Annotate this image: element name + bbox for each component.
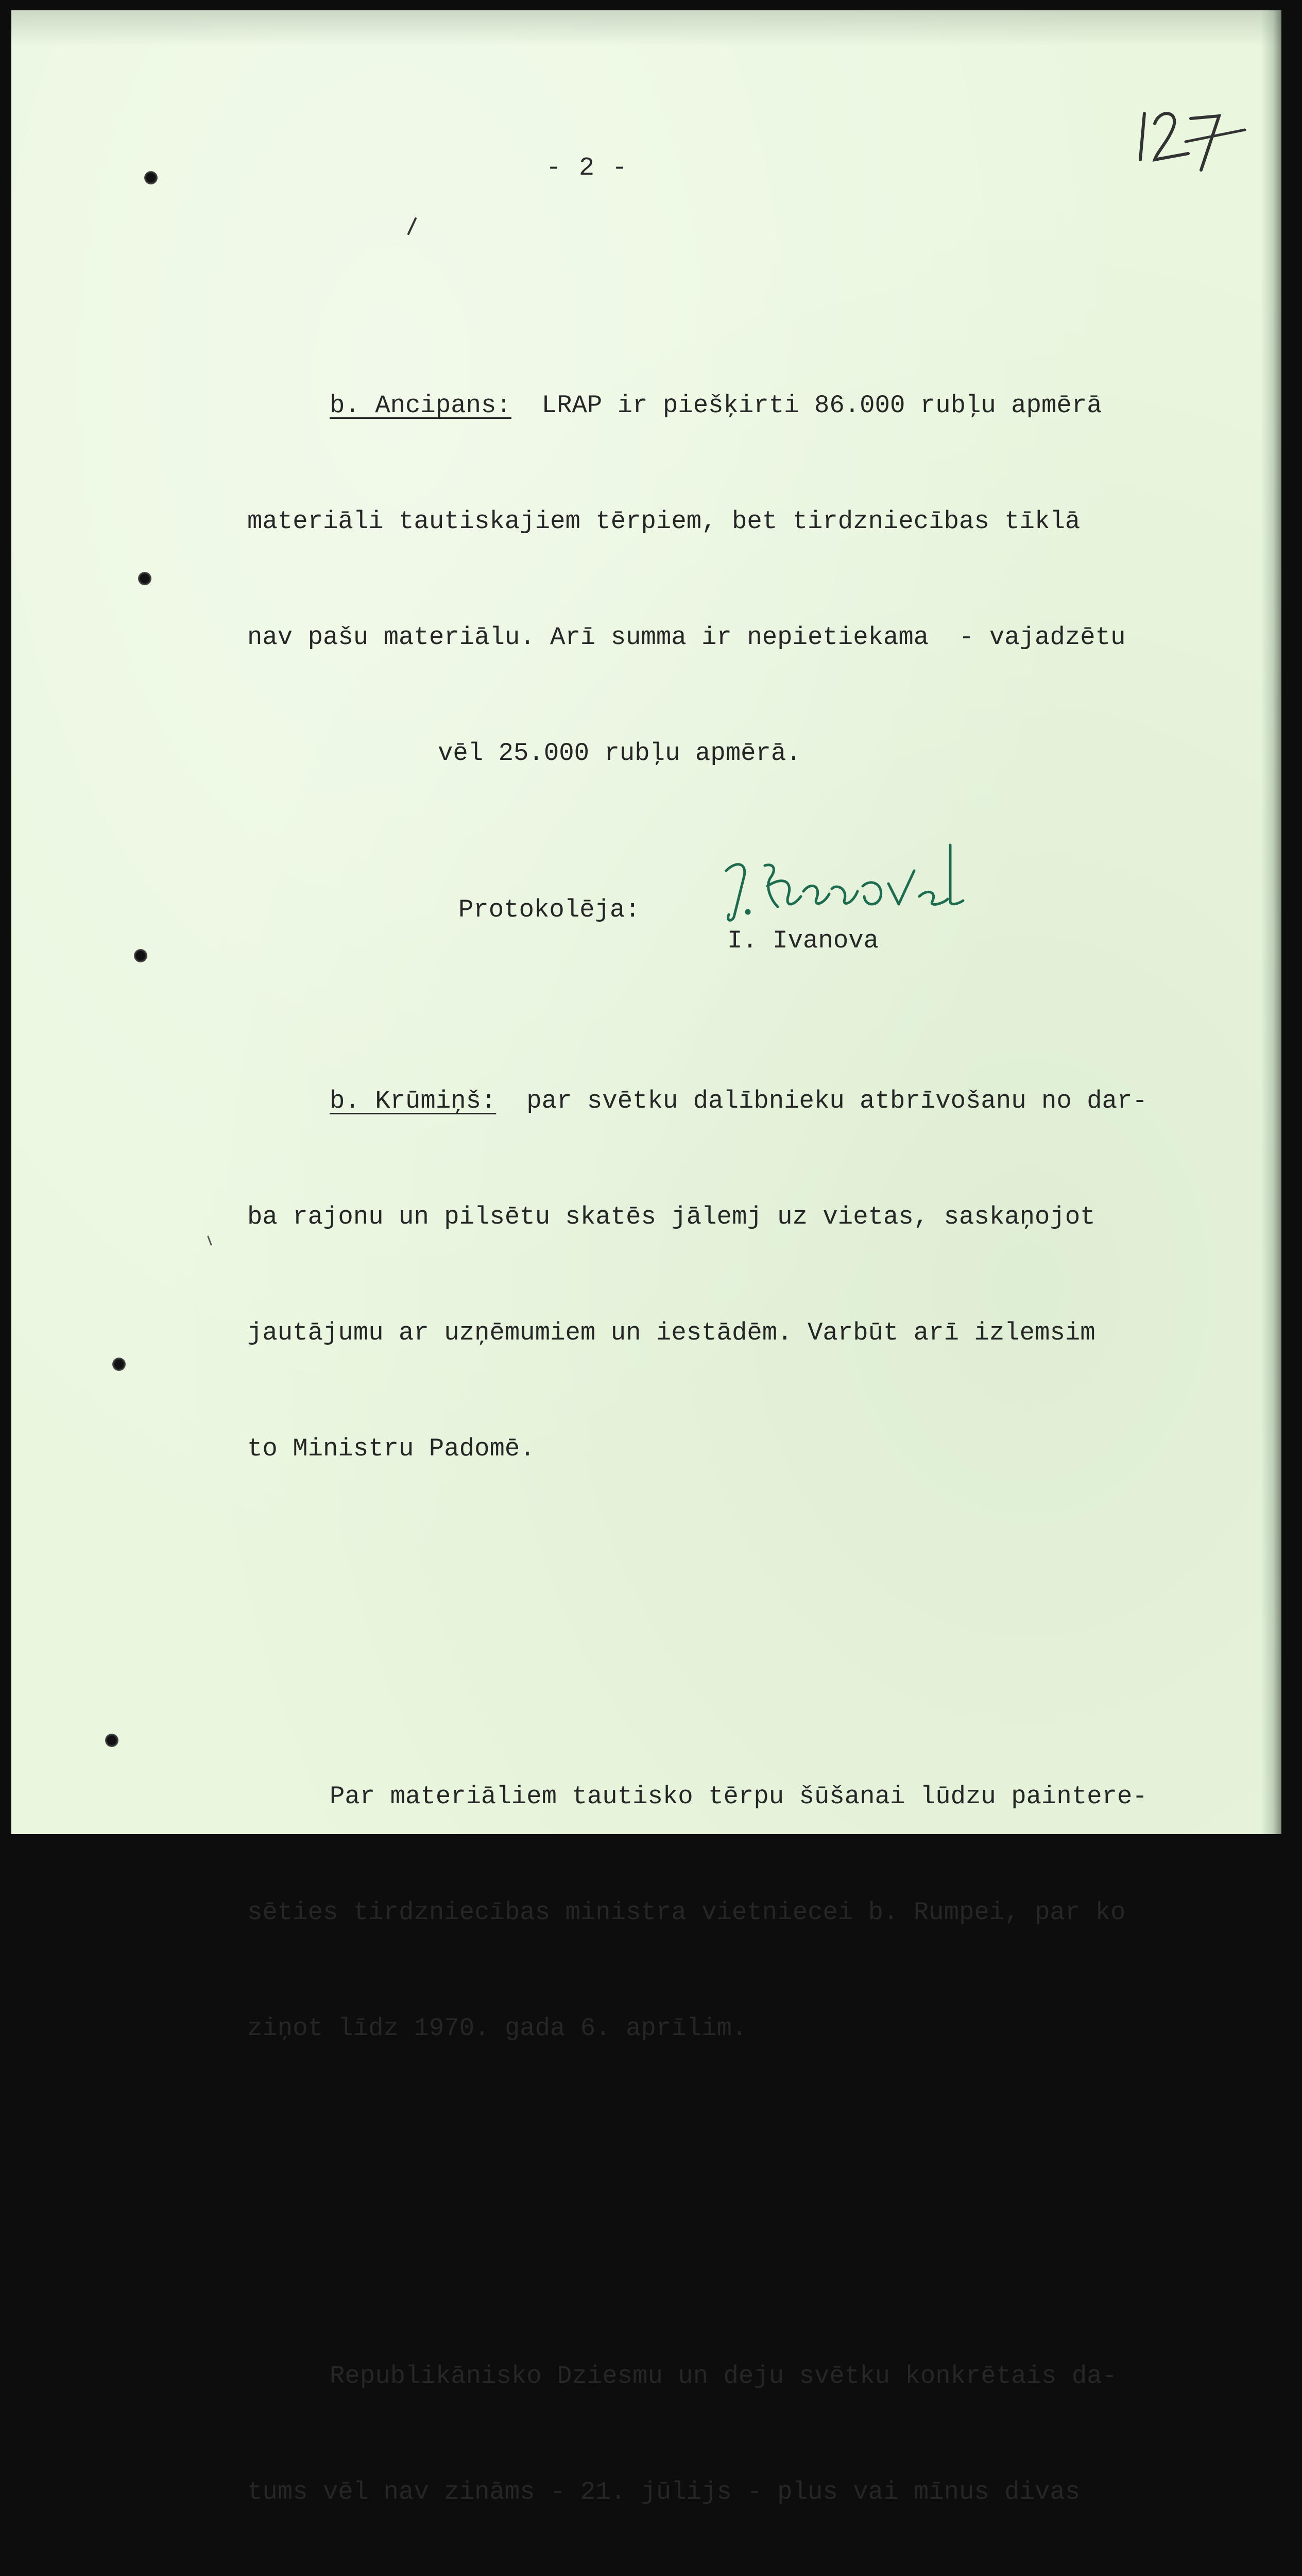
paper-shadow: [11, 10, 1281, 46]
text-line: jautājumu ar uzņēmumiem un iestādēm. Varbūt arī izlemsim: [247, 1318, 1095, 1347]
text-line: tums vēl nav zināms - 21. jūlijs - plus vai mīnus divas: [247, 2478, 1081, 2506]
text-line: Par materiāliem tautisko tērpu šūšanai lūdzu paintere-: [330, 1782, 1147, 1811]
punch-hole: [144, 171, 158, 184]
punch-hole: [134, 949, 147, 962]
paragraph-ancipans: [247, 309, 1190, 850]
text-line: Republikānisko Dziesmu un deju svētku konkrētais da-: [330, 2362, 1118, 2391]
punch-hole: [105, 1734, 118, 1747]
punch-hole: [112, 1358, 126, 1371]
text-line: LRAP ir piešķirti 86.000 rubļu apmērā: [511, 391, 1102, 420]
text-line: to Ministru Padomē.: [247, 1434, 535, 1463]
paragraph-krumins: [247, 1005, 1190, 1546]
text-line: sēties tirdzniecības ministra vietniecei b. Rumpei, par ko: [247, 1898, 1126, 1927]
paragraph-materials: [247, 1700, 1190, 2125]
signature-label: Protokolēja:: [458, 895, 640, 924]
paragraph-festival-date: [247, 2280, 1190, 2576]
text-line: materiāli tautiskajiem tērpiem, bet tirdzniecības tīklā: [247, 507, 1081, 536]
page-edge: [1261, 10, 1281, 1834]
speaker-name: b. Krūmiņš:: [330, 1087, 496, 1115]
stray-mark: [207, 1235, 212, 1246]
text-line: vēl 25.000 rubļu apmērā.: [438, 739, 801, 768]
text-line: ba rajonu un pilsētu skatēs jālemj uz vietas, saskaņojot: [247, 1202, 1095, 1231]
folio-number: [1129, 93, 1263, 180]
handwritten-signature: [716, 840, 1004, 927]
signatory-name: I. Ivanova: [727, 926, 879, 955]
text-line: nav pašu materiālu. Arī summa ir nepietiekama - vajadzētu: [247, 623, 1126, 652]
page-number: - 2 -: [546, 154, 629, 183]
speaker-name: b. Ancipans:: [330, 391, 511, 420]
text-line: ziņot līdz 1970. gada 6. aprīlim.: [247, 2014, 747, 2043]
punch-hole: [138, 572, 151, 585]
document-body: [247, 232, 1190, 2576]
text-line: par svētku dalībnieku atbrīvošanu no dar-: [496, 1087, 1147, 1115]
